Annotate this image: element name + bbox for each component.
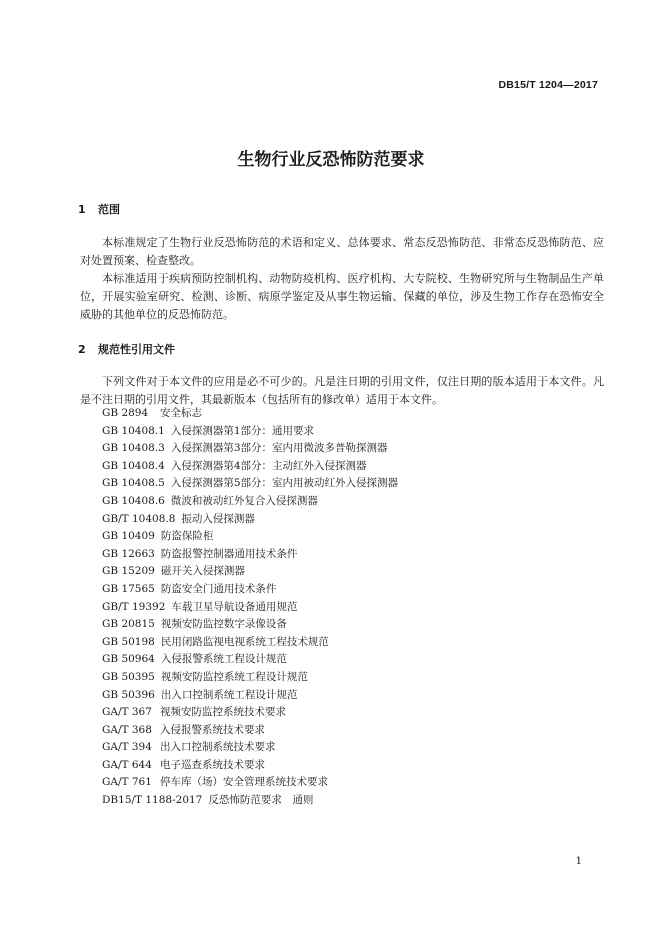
reference-code: GB 10408.5 <box>102 477 165 490</box>
reference-item <box>102 651 398 669</box>
reference-title: 出入口控制系统技术要求 <box>160 741 276 754</box>
reference-title: 入侵探测器第3部分：室内用微波多普勒探测器 <box>170 442 388 455</box>
reference-title: 入侵探测器第4部分：主动红外入侵探测器 <box>170 459 367 472</box>
reference-code: GB 2894 <box>102 407 149 419</box>
reference-item <box>102 669 398 687</box>
section-heading-normative-references <box>78 341 175 357</box>
reference-code: GB 15209 <box>102 565 155 578</box>
reference-title: 入侵报警系统技术要求 <box>160 723 265 736</box>
reference-item <box>102 563 398 581</box>
reference-item <box>102 687 398 705</box>
reference-code: GA/T 368 <box>102 723 152 736</box>
reference-title: 视频安防监控系统技术要求 <box>160 706 286 719</box>
reference-code: GB/T 10408.8 <box>102 512 176 525</box>
reference-code: GB 50395 <box>102 670 155 683</box>
reference-code: GA/T 394 <box>102 741 152 754</box>
reference-title: 振动入侵探测器 <box>181 512 255 525</box>
reference-item <box>102 546 398 564</box>
reference-item <box>102 528 398 546</box>
reference-title: 微波和被动红外复合入侵探测器 <box>170 494 318 507</box>
scope-paragraph-1: 本标准规定了生物行业反恐怖防范的术语和定义、总体要求、常态反恐怖防范、非常态反恐怖防范、应对处置预案、检查整改。 <box>80 236 604 267</box>
reference-item <box>102 511 398 529</box>
section-number: 1 <box>78 203 86 216</box>
section-title: 范围 <box>98 203 120 216</box>
reference-code: GB 50198 <box>102 635 155 648</box>
section-title: 规范性引用文件 <box>98 343 175 356</box>
reference-title: 反恐怖防范要求 通则 <box>208 794 314 807</box>
reference-code: GB 10408.4 <box>102 459 165 472</box>
reference-item <box>102 475 398 493</box>
reference-item <box>102 616 398 634</box>
reference-title: 电子巡查系统技术要求 <box>160 758 265 771</box>
reference-item <box>102 440 398 458</box>
reference-title: 防盗保险柜 <box>160 530 214 543</box>
section-heading-scope <box>78 201 120 217</box>
reference-item <box>102 722 398 740</box>
section-number: 2 <box>78 343 86 356</box>
reference-item <box>102 405 398 423</box>
reference-item <box>102 739 398 757</box>
reference-code: GA/T 761 <box>102 776 152 789</box>
reference-code: GB 20815 <box>102 618 155 631</box>
reference-code: GB 50396 <box>102 688 155 701</box>
reference-code: DB15/T 1188-2017 <box>102 794 203 807</box>
reference-code: GB 10408.6 <box>102 494 165 507</box>
reference-item <box>102 757 398 775</box>
reference-title: 安全标志 <box>160 407 202 419</box>
reference-title: 视频安防监控系统工程设计规范 <box>160 670 308 683</box>
page-number: 1 <box>575 856 582 867</box>
reference-item <box>102 634 398 652</box>
reference-code: GB 50964 <box>102 653 155 666</box>
reference-code: GB 17565 <box>102 582 155 595</box>
reference-item <box>102 423 398 441</box>
reference-code: GB 10408.1 <box>102 424 165 437</box>
reference-title: 入侵探测器第1部分：通用要求 <box>170 424 315 437</box>
reference-code: GA/T 367 <box>102 706 152 719</box>
reference-code: GB/T 19392 <box>102 600 166 613</box>
reference-title: 入侵探测器第5部分：室内用被动红外入侵探测器 <box>170 477 399 490</box>
document-number: DB15/T 1204—2017 <box>498 79 598 91</box>
reference-title: 入侵报警系统工程设计规范 <box>160 653 287 666</box>
reference-item <box>102 599 398 617</box>
reference-list <box>102 405 398 810</box>
reference-title: 磁开关入侵探测器 <box>160 565 245 578</box>
reference-title: 出入口控制系统工程设计规范 <box>160 688 298 701</box>
reference-item <box>102 458 398 476</box>
reference-item <box>102 581 398 599</box>
reference-item <box>102 704 398 722</box>
reference-code: GB 12663 <box>102 547 155 560</box>
reference-code: GA/T 644 <box>102 758 152 771</box>
reference-title: 民用闭路监视电视系统工程技术规范 <box>160 635 329 648</box>
reference-code: GB 10408.3 <box>102 442 165 455</box>
reference-item <box>102 792 398 810</box>
reference-title: 视频安防监控数字录像设备 <box>160 618 287 631</box>
reference-title: 车载卫星导航设备通用规范 <box>171 600 298 613</box>
reference-item <box>102 774 398 792</box>
reference-item <box>102 493 398 511</box>
reference-code: GB 10409 <box>102 530 155 543</box>
reference-title: 防盗报警控制器通用技术条件 <box>160 547 298 560</box>
document-title: 生物行业反恐怖防范要求 <box>237 150 425 170</box>
reference-title: 防盗安全门通用技术条件 <box>160 582 277 595</box>
scope-paragraph-2: 本标准适用于疾病预防控制机构、动物防疫机构、医疗机构、大专院校、生物研究所与生物制品生产单位，开展实验室研究、检测、诊断、病原学鉴定及从事生物运输、保藏的单位，涉及生物工作存在恐怖安全威胁的其他单位的反恐怖防范。 <box>80 272 604 321</box>
reference-title: 停车库（场）安全管理系统技术要求 <box>160 776 328 789</box>
references-intro-paragraph: 下列文件对于本文件的应用是必不可少的。凡是注日期的引用文件，仅注日期的版本适用于本文件。凡是不注日期的引用文件，其最新版本（包括所有的修改单）适用于本文件。 <box>80 375 604 406</box>
